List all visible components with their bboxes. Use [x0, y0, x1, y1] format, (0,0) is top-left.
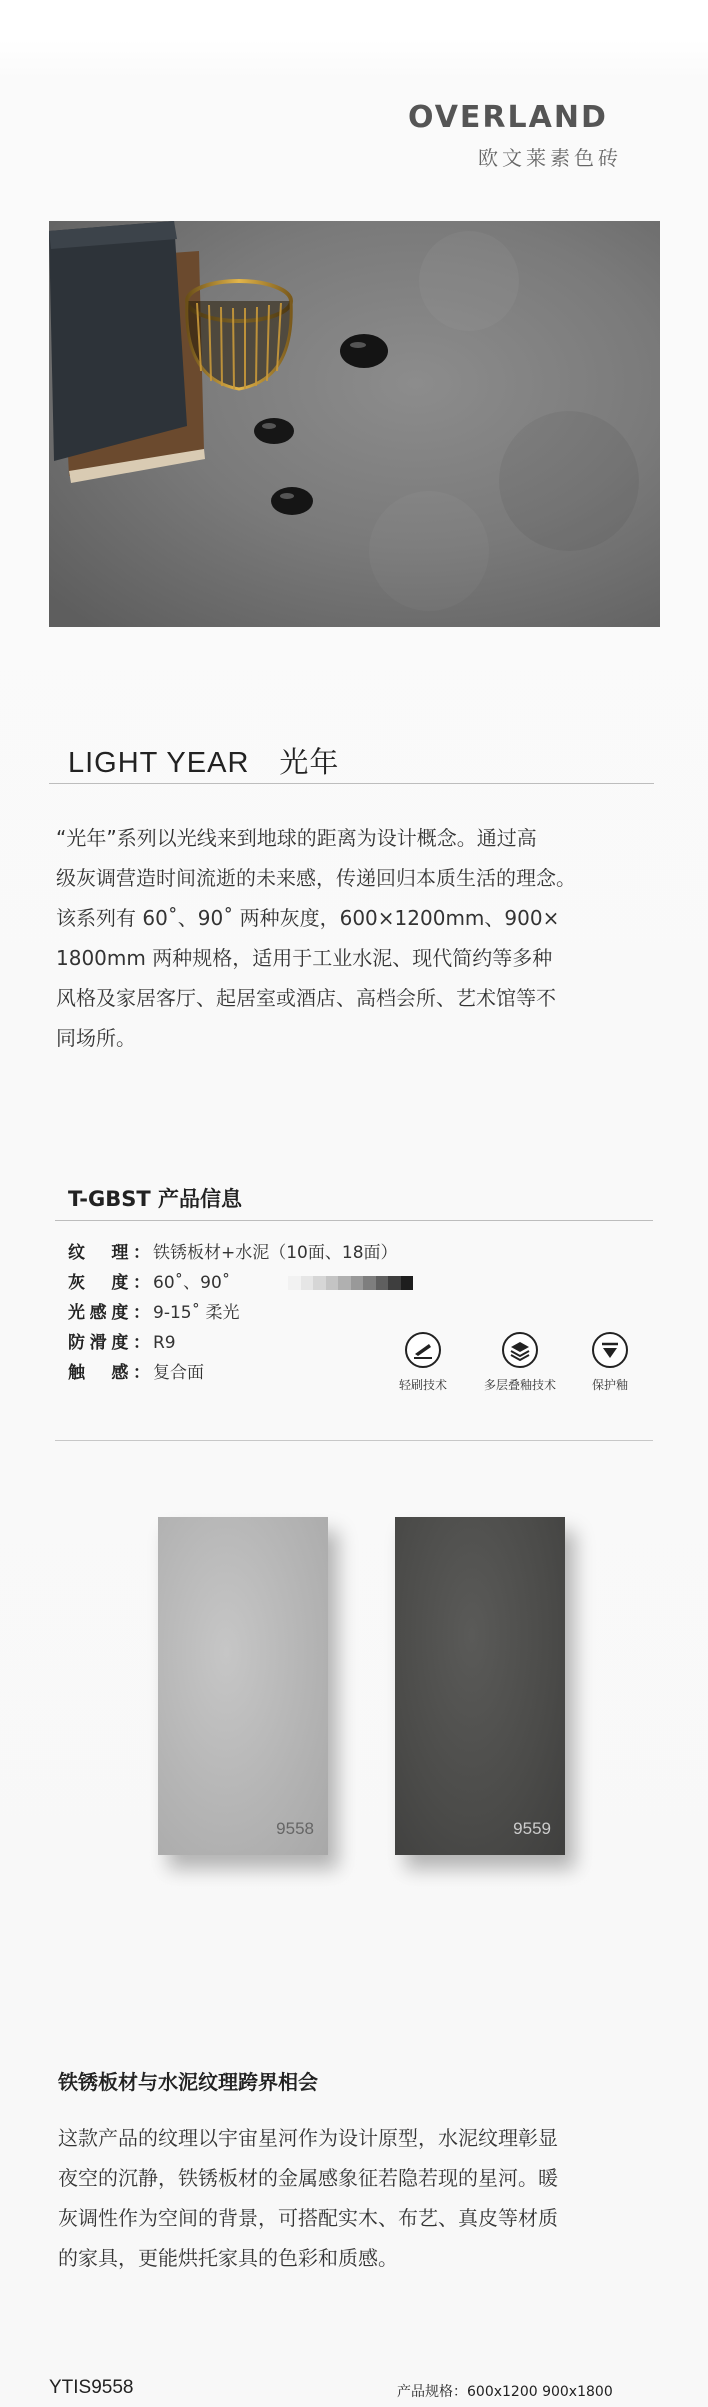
- gray-step: [326, 1276, 339, 1290]
- gray-step: [313, 1276, 326, 1290]
- spec-texture: [68, 1238, 398, 1263]
- spec-key: 防滑度：: [68, 1333, 150, 1353]
- model-number: YTIS9558: [49, 2377, 134, 2398]
- section-divider: [55, 1440, 653, 1441]
- texture-line: 这款产品的纹理以宇宙星河作为设计原型，水泥纹理彰显: [58, 2126, 558, 2150]
- texture-line: 夜空的沉静，铁锈板材的金属感象征若隐若现的星河。暖: [58, 2166, 558, 2190]
- feature-label: 多层叠釉技术: [483, 1378, 556, 1392]
- hero-scene-illustration: [49, 221, 660, 627]
- feature-label: 轻刷技术: [398, 1378, 447, 1392]
- spec-touch: [68, 1358, 204, 1383]
- gray-step: [401, 1276, 414, 1290]
- spec-value: R9: [153, 1333, 176, 1353]
- intro-line: “光年”系列以光线来到地球的距离为设计概念。通过高: [56, 826, 537, 850]
- product-sizes: 产品规格：600x1200 900x1800: [397, 2384, 613, 2400]
- layers-icon: [502, 1332, 538, 1368]
- texture-line: 的家具，更能烘托家具的色彩和质感。: [58, 2246, 398, 2270]
- spec-key: 纹 理：: [68, 1243, 150, 1263]
- brand-wordmark: OVERLAND: [408, 100, 608, 135]
- gray-scale-swatch: [288, 1276, 413, 1290]
- feature-layers: [470, 1332, 570, 1393]
- spec-key: 灰 度：: [68, 1273, 150, 1293]
- spec-slip: [68, 1328, 176, 1353]
- tile-sample-9559: [395, 1517, 565, 1855]
- spec-gray: [68, 1268, 230, 1293]
- feature-label: 保护釉: [591, 1378, 628, 1392]
- spec-value: 60˚、90˚: [153, 1273, 231, 1293]
- intro-paragraph: [56, 818, 666, 1058]
- product-info-heading: T-GBST 产品信息: [68, 1187, 242, 1211]
- product-info-divider: [55, 1220, 653, 1221]
- texture-heading: 铁锈板材与水泥纹理跨界相会: [58, 2070, 318, 2094]
- spec-value: 复合面: [153, 1363, 204, 1383]
- gray-step: [363, 1276, 376, 1290]
- spec-key: 光感度：: [68, 1303, 150, 1323]
- brush-icon: [405, 1332, 441, 1368]
- title-divider: [49, 783, 654, 784]
- gray-step: [388, 1276, 401, 1290]
- gray-step: [338, 1276, 351, 1290]
- texture-paragraph: [58, 2118, 668, 2278]
- shield-icon: [592, 1332, 628, 1368]
- hero-photo: [49, 221, 660, 627]
- tile-code: 9559: [513, 1819, 551, 1838]
- intro-line: 同场所。: [56, 1026, 136, 1050]
- gray-step: [288, 1276, 301, 1290]
- spec-key: 触 感：: [68, 1363, 150, 1383]
- gray-step: [376, 1276, 389, 1290]
- tile-sample-9558: [158, 1517, 328, 1855]
- intro-line: 该系列有 60˚、90˚ 两种灰度，600×1200mm、900×: [56, 906, 560, 930]
- spec-gloss: [68, 1298, 240, 1323]
- intro-line: 1800mm 两种规格，适用于工业水泥、现代简约等多种: [56, 946, 553, 970]
- intro-line: 级灰调营造时间流逝的未来感，传递回归本质生活的理念。: [56, 866, 576, 890]
- tile-code: 9558: [276, 1819, 314, 1838]
- gray-step: [301, 1276, 314, 1290]
- spec-value: 9-15˚ 柔光: [153, 1303, 240, 1323]
- intro-line: 风格及家居客厅、起居室或酒店、高档会所、艺术馆等不: [56, 986, 556, 1010]
- feature-protect: [560, 1332, 660, 1393]
- spec-value: 铁锈板材+水泥（10面、18面）: [153, 1243, 398, 1263]
- brand-chinese-name: 欧文莱素色砖: [478, 146, 622, 170]
- series-title: LIGHT YEAR 光年: [68, 747, 340, 779]
- gray-step: [351, 1276, 364, 1290]
- texture-line: 灰调性作为空间的背景，可搭配实木、布艺、真皮等材质: [58, 2206, 558, 2230]
- feature-brush: [373, 1332, 473, 1393]
